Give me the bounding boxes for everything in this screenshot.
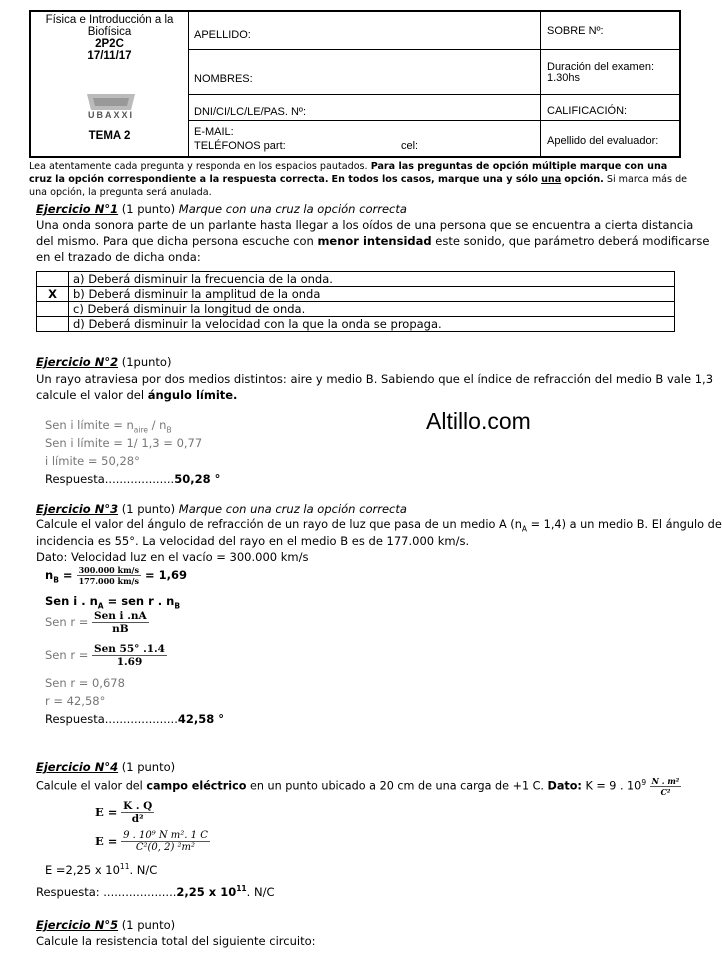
ex3-senr3: Sen r = 0,678 bbox=[45, 676, 125, 690]
duracion-label: Duración del examen: bbox=[547, 61, 655, 73]
option-mark[interactable] bbox=[37, 317, 69, 332]
nombres-field[interactable] bbox=[189, 50, 540, 95]
option-mark[interactable] bbox=[37, 302, 69, 317]
instr-p5: opción. bbox=[564, 174, 604, 185]
course-name-line2: Biofísica bbox=[87, 26, 132, 38]
ex4-k-exp: 9 bbox=[641, 777, 647, 787]
telefonos-label: TELÉFONOS part: bbox=[194, 140, 286, 152]
sobre-field[interactable] bbox=[541, 12, 679, 50]
e2-num: 9 . 10⁹ N m². 1 C bbox=[123, 830, 208, 841]
ex3-senr1 bbox=[45, 610, 149, 635]
admin-fields bbox=[541, 12, 679, 156]
ex2-line2a: calcule el valor del bbox=[36, 388, 145, 402]
e2-den: C²(0, 2) ²m² bbox=[135, 842, 196, 853]
ex1-points: (1 punto) bbox=[121, 202, 176, 216]
senr1-label: Sen r = bbox=[45, 615, 89, 629]
ex2-s1c: / n bbox=[148, 418, 167, 432]
ex2-step2: Sen i límite = 1/ 1,3 = 0,77 bbox=[45, 436, 203, 450]
nb-den: 177.000 km/s bbox=[78, 576, 139, 586]
e1-label: E = bbox=[95, 805, 118, 819]
e2-label: E = bbox=[95, 834, 118, 848]
ex2-s1b: aire bbox=[133, 425, 148, 435]
ex3-r: r = 42,58° bbox=[45, 694, 106, 708]
ex4-answer-exp: 11 bbox=[236, 884, 247, 893]
ex4-heading bbox=[36, 760, 175, 774]
nb-num: 300.000 km/s bbox=[78, 565, 139, 575]
ex4-k: K = 9 . 10 bbox=[585, 779, 642, 793]
option-text: d) Deberá disminuir la velocidad con la que la onda se propaga. bbox=[69, 317, 675, 332]
calificacion-label: CALIFICACIÓN: bbox=[547, 105, 628, 117]
nb-sub: B bbox=[53, 575, 59, 585]
ex2-line1: Un rayo atraviesa por dos medios distintos: aire y medio B. Sabiendo que el índice de refracción del medio B vale 1,3 bbox=[36, 372, 714, 386]
instr-p4: una bbox=[541, 174, 562, 185]
ex4-answer-value: 2,25 x 10 bbox=[176, 884, 237, 899]
ex4-answer bbox=[36, 884, 274, 899]
ex3-nb-formula bbox=[45, 565, 187, 586]
e1-fraction bbox=[121, 800, 154, 825]
option-row[interactable] bbox=[37, 272, 675, 287]
ex4-line1 bbox=[36, 776, 681, 797]
snell-sub2: B bbox=[174, 601, 181, 611]
e2-fraction bbox=[121, 830, 210, 853]
e3a: E =2,25 x 10 bbox=[45, 862, 120, 877]
evaluador-label: Apellido del evaluador: bbox=[547, 135, 659, 147]
ex4-e2 bbox=[95, 830, 210, 853]
ex1-heading bbox=[36, 202, 407, 216]
course-info bbox=[31, 12, 189, 156]
dni-field[interactable] bbox=[189, 95, 540, 121]
duracion-value: 1.30hs bbox=[547, 72, 581, 84]
watermark: Altillo.com bbox=[426, 408, 531, 434]
ex3-line1b: A bbox=[521, 524, 527, 534]
exam-date: 17/11/17 bbox=[87, 50, 132, 62]
senr1-den: nB bbox=[112, 623, 129, 635]
instr-p3: En todos los casos, marque una y sólo bbox=[331, 174, 539, 185]
senr2-label: Sen r = bbox=[45, 648, 89, 662]
senr2-num: Sen 55° .1.4 bbox=[94, 643, 165, 655]
ex3-answer-label: Respuesta.................... bbox=[45, 712, 178, 726]
email-field[interactable] bbox=[189, 121, 540, 139]
logo-text: UBAXXI bbox=[87, 110, 134, 120]
course-name-line1: Física e Introducción a la bbox=[45, 14, 174, 26]
dni-label: DNI/CI/LC/LE/PAS. Nº: bbox=[194, 106, 307, 118]
ex4-answer-unit: . N/C bbox=[246, 884, 275, 899]
apellido-label: APELLIDO: bbox=[194, 29, 251, 41]
option-row[interactable] bbox=[37, 317, 675, 332]
ex4-e3 bbox=[45, 862, 157, 877]
ex2-title: Ejercicio N°2 bbox=[36, 355, 119, 369]
ex1-line1: Una onda sonora parte de un parlante hasta llegar a los oídos de una persona que se encuentra a cierta distancia bbox=[36, 218, 694, 232]
ex1-options-table bbox=[36, 271, 675, 332]
nb-result: = 1,69 bbox=[144, 568, 187, 582]
ex2-s1a: Sen i límite = n bbox=[45, 418, 134, 432]
option-row[interactable] bbox=[37, 287, 675, 302]
telefonos-field[interactable] bbox=[189, 139, 540, 157]
ex5-title: Ejercicio N°5 bbox=[36, 918, 119, 932]
ex3-line1 bbox=[36, 518, 722, 533]
apellido-field[interactable] bbox=[189, 12, 540, 50]
ex3-heading bbox=[36, 502, 407, 516]
nb-label: n bbox=[45, 568, 54, 582]
ex3-points: (1 punto) bbox=[121, 502, 176, 516]
snell-a: Sen i . n bbox=[45, 594, 98, 608]
senr1-fraction bbox=[92, 610, 149, 635]
e3c: . N/C bbox=[129, 862, 158, 877]
ex2-line2b: ángulo límite. bbox=[147, 388, 238, 402]
ex1-line2 bbox=[36, 234, 709, 248]
instr-p2: Para las preguntas de opción múltiple marque con una cruz la opción correspondiente a la respuesta correcta. bbox=[29, 161, 668, 185]
ex2-points: (1punto) bbox=[121, 355, 172, 369]
student-fields bbox=[189, 12, 541, 156]
ex4-answer-label: Respuesta: .................... bbox=[36, 884, 177, 899]
exam-header bbox=[29, 10, 681, 158]
instr-p6: Si marca más de una opción, la pregunta será anulada. bbox=[29, 174, 688, 198]
ex1-line2b: menor intensidad bbox=[317, 234, 432, 248]
ex4-dato: Dato: bbox=[547, 779, 582, 793]
ex1-instruction: Marque con una cruz la opción correcta bbox=[178, 202, 407, 216]
senr2-fraction bbox=[92, 643, 167, 668]
ex5-heading bbox=[36, 918, 175, 932]
ex2-heading bbox=[36, 355, 171, 369]
nombres-label: NOMBRES: bbox=[194, 73, 253, 85]
snell-rest: = sen r . n bbox=[103, 594, 175, 608]
ex3-line2: incidencia es 55°. La velocidad del rayo en el medio B es de 177.000 km/s. bbox=[36, 534, 470, 548]
sobre-label: SOBRE Nº: bbox=[547, 25, 604, 37]
ex3-answer bbox=[45, 712, 224, 726]
k-den: C² bbox=[660, 787, 671, 797]
ex3-senr2 bbox=[45, 643, 167, 668]
ex2-s1d: B bbox=[166, 425, 172, 435]
ex3-title: Ejercicio N°3 bbox=[36, 502, 119, 516]
senr1-num: Sen i .nA bbox=[94, 610, 147, 622]
ex3-line1a: Calcule el valor del ángulo de refracción de un rayo de luz que pasa de un medio A (n bbox=[36, 518, 522, 531]
k-num: N . m² bbox=[651, 776, 680, 786]
ex4-title: Ejercicio N°4 bbox=[36, 760, 119, 774]
ex2-answer bbox=[45, 472, 220, 486]
senr2-den: 1.69 bbox=[116, 656, 143, 668]
ex3-line3: Dato: Velocidad luz en el vacío = 300.000 km/s bbox=[36, 550, 309, 564]
ex3-instruction: Marque con una cruz la opción correcta bbox=[178, 502, 407, 516]
option-text: a) Deberá disminuir la frecuencia de la onda. bbox=[69, 272, 675, 287]
ex2-answer-label: Respuesta................... bbox=[45, 472, 175, 486]
option-text: b) Deberá disminuir la amplitud de la onda bbox=[69, 287, 675, 302]
ex1-title: Ejercicio N°1 bbox=[36, 202, 119, 216]
e3b: 11 bbox=[119, 862, 130, 871]
duracion-field bbox=[541, 50, 679, 95]
ex2-step1 bbox=[45, 418, 172, 434]
ex1-line3: en el trazado de dicha onda: bbox=[36, 250, 201, 264]
instr-p1: Lea atentamente cada pregunta y responda en los espacios pautados. bbox=[29, 161, 368, 172]
ex3-answer-value: 42,58 ° bbox=[177, 712, 225, 726]
ex4-points: (1 punto) bbox=[121, 760, 176, 774]
ex4-line1b: campo eléctrico bbox=[146, 779, 247, 793]
ex4-e1 bbox=[95, 800, 154, 825]
ex2-line2 bbox=[36, 388, 237, 402]
ex4-line1c: en un punto ubicado a 20 cm de una carga de +1 C. bbox=[250, 779, 544, 793]
ex1-line2a: del mismo. Para que dicha persona escuche con bbox=[36, 234, 314, 248]
instructions bbox=[29, 160, 689, 199]
ex4-line1a: Calcule el valor del bbox=[36, 779, 143, 793]
option-row[interactable] bbox=[37, 302, 675, 317]
cel-label: cel: bbox=[401, 140, 419, 152]
ex4-k-fraction bbox=[650, 776, 682, 797]
e1-num: K . Q bbox=[123, 800, 153, 812]
tema-label: TEMA 2 bbox=[88, 130, 131, 142]
course-code: 2P2C bbox=[95, 38, 124, 50]
ex5-line1: Calcule la resistencia total del siguiente circuito: bbox=[36, 934, 316, 948]
evaluador-field[interactable] bbox=[541, 121, 679, 157]
calificacion-field[interactable] bbox=[541, 95, 679, 121]
nb-eq: = bbox=[58, 568, 73, 582]
ex2-step3: i límite = 50,28° bbox=[45, 454, 140, 468]
ex3-line1c: = 1,4) a un medio B. El ángulo de bbox=[527, 518, 722, 531]
option-text: c) Deberá disminuir la longitud de onda. bbox=[69, 302, 675, 317]
e1-den: d² bbox=[131, 813, 144, 825]
ex5-points: (1 punto) bbox=[121, 918, 176, 932]
ex3-snell bbox=[45, 594, 180, 610]
option-mark[interactable]: X bbox=[37, 287, 69, 302]
ex2-answer-value: 50,28 ° bbox=[174, 472, 221, 486]
email-label: E-MAIL: bbox=[194, 126, 234, 138]
ex1-line2c: este sonido, que parámetro deberá modificarse bbox=[435, 234, 710, 248]
nb-fraction bbox=[77, 565, 141, 586]
snell-sub: A bbox=[97, 601, 104, 611]
option-mark[interactable] bbox=[37, 272, 69, 287]
